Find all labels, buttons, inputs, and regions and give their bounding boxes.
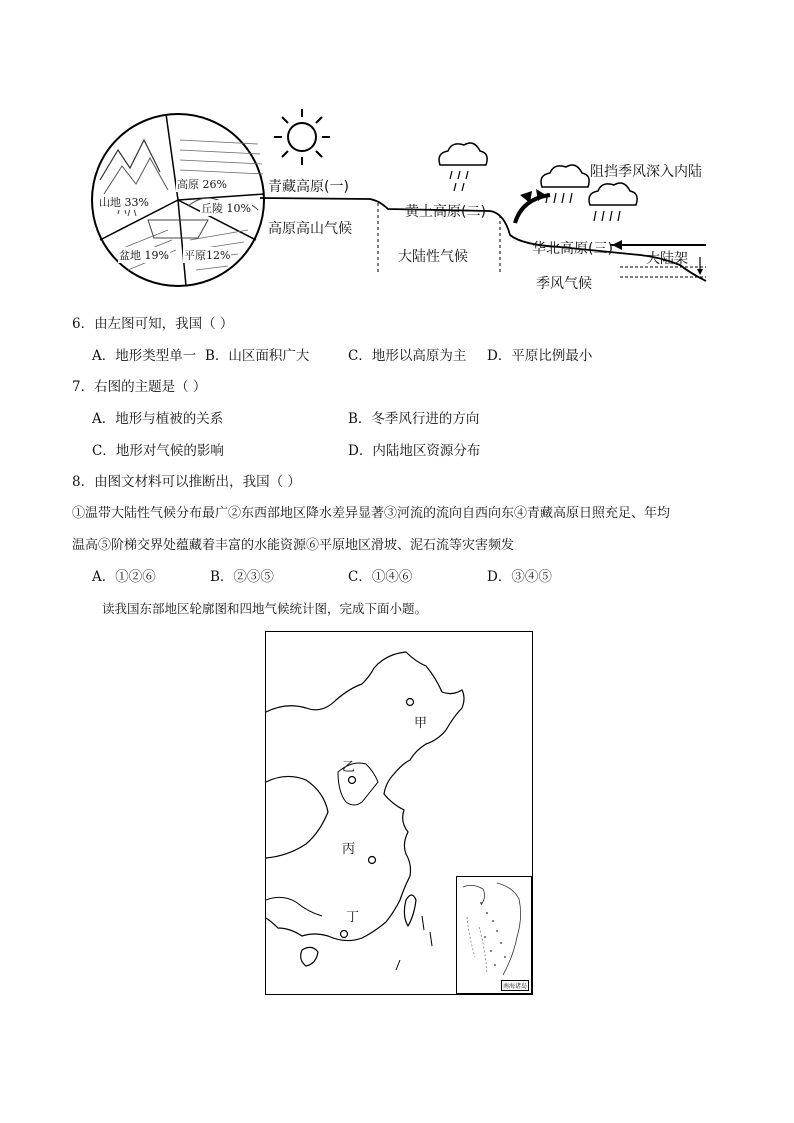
label-huangtu-plateau: 黄土高原(二) <box>405 204 486 220</box>
label-qingzang-plateau: 青藏高原(一) <box>268 179 349 195</box>
map-label-jia: 甲 <box>414 716 428 731</box>
map-label-bing: 丙 <box>342 842 356 857</box>
question-8-option-d: D．③④⑤ <box>487 569 552 585</box>
inset-caption: 南海诸岛 <box>501 980 529 991</box>
map-label-ding: 丁 <box>346 910 360 925</box>
south-china-sea-inset <box>456 876 532 994</box>
question-6-option-d: D．平原比例最小 <box>487 348 593 364</box>
label-plateau-climate: 高原高山气候 <box>268 221 352 237</box>
terrain-profile-diagram <box>260 95 720 300</box>
label-continental-climate: 大陆性气候 <box>398 249 468 265</box>
reading-intro: 读我国东部地区轮廓图和四地气候统计图，完成下面小题。 <box>102 601 428 616</box>
pie-label-basin: 盆地 19% <box>119 249 169 262</box>
question-8-option-b: B．②③⑤ <box>210 569 274 585</box>
pie-label-plateau: 高原 26% <box>177 178 227 191</box>
east-china-map <box>265 631 533 995</box>
sun-icon <box>274 109 330 165</box>
question-6-stem: 6．由左图可知，我国（ ） <box>72 316 234 332</box>
question-7-option-a: A．地形与植被的关系 <box>92 411 224 427</box>
question-6-option-a: A．地形类型单一 <box>92 348 197 364</box>
label-monsoon-climate: 季风气候 <box>536 276 592 292</box>
label-block-monsoon: 阻挡季风深入内陆 <box>590 164 702 180</box>
question-8-stem: 8．由图文材料可以推断出，我国（ ） <box>72 474 301 490</box>
question-6-option-c: C．地形以高原为主 <box>348 348 467 364</box>
question-8-material-line-2: 温高⑤阶梯交界处蕴藏着丰富的水能资源⑥平原地区滑坡、泥石流等灾害频发 <box>72 538 515 553</box>
question-7-option-c: C．地形对气候的影响 <box>92 443 224 459</box>
pie-label-plain: 平原12% <box>184 249 231 262</box>
inset-map <box>457 877 531 993</box>
question-8-material-line-1: ①温带大陆性气候分布最广②东西部地区降水差异显著③河流的流向自西向东④青藏高原日照充足、年均 <box>72 506 671 521</box>
top-figure <box>0 0 794 300</box>
label-huabei-plateau: 华北高原(三) <box>532 241 613 257</box>
question-7-option-d: D．内陆地区资源分布 <box>348 443 481 459</box>
rain-cloud-icon <box>439 143 487 191</box>
map-label-yi: 乙 <box>342 760 356 775</box>
question-7-stem: 7．右图的主题是（ ） <box>72 379 207 395</box>
pie-label-mountain: 山地 33% <box>99 196 149 209</box>
question-7-option-b: B．冬季风行进的方向 <box>348 411 480 427</box>
pie-label-hill: 丘陵 10% <box>201 202 251 215</box>
question-6-option-b: B．山区面积广大 <box>205 348 310 364</box>
question-8-option-c: C．①④⑥ <box>348 569 413 585</box>
label-continental-shelf: 大陆架 <box>646 251 688 267</box>
question-8-option-a: A．①②⑥ <box>92 569 156 585</box>
